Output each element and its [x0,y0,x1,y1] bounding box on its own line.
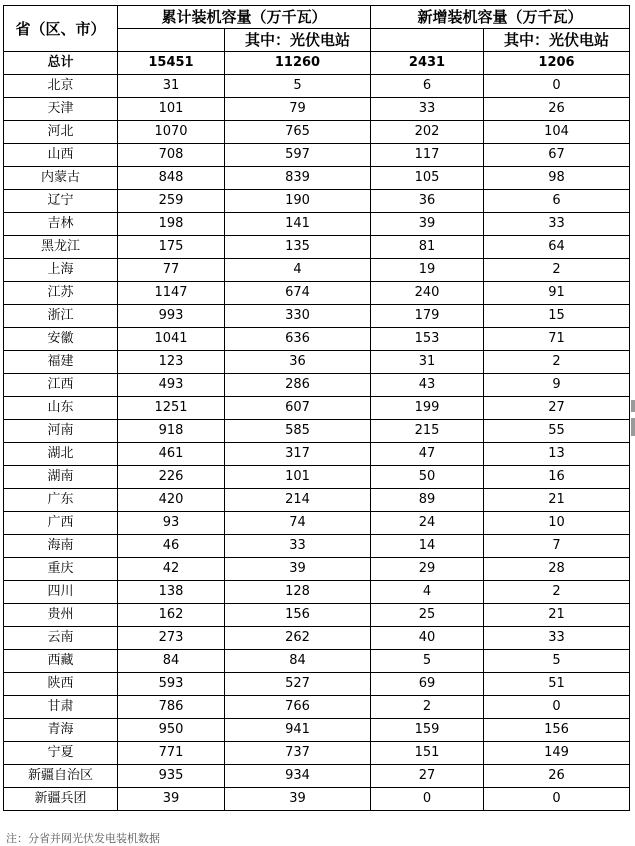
table-row [4,673,630,696]
table-row [4,627,630,650]
province-name: 浙江 [4,305,118,328]
cumulative-value: 848 [118,167,225,190]
added-value: 5 [371,650,484,673]
header-row-1 [4,6,630,29]
cumulative-pv-value: 128 [225,581,371,604]
added-blank-subheader [371,29,484,52]
added-value: 43 [371,374,484,397]
added-value: 215 [371,420,484,443]
added-value: 39 [371,213,484,236]
province-name: 辽宁 [4,190,118,213]
cumulative-value: 273 [118,627,225,650]
table-row [4,305,630,328]
province-name: 广东 [4,489,118,512]
table-row [4,98,630,121]
added-value: 179 [371,305,484,328]
added-value: 199 [371,397,484,420]
added-pv-value: 156 [484,719,630,742]
cumulative-value: 123 [118,351,225,374]
cumulative-value: 138 [118,581,225,604]
added-value: 19 [371,259,484,282]
added-value: 50 [371,466,484,489]
added-pv-value: 26 [484,765,630,788]
table-row [4,650,630,673]
table-row [4,374,630,397]
added-value: 40 [371,627,484,650]
added-value: 69 [371,673,484,696]
cumulative-value: 593 [118,673,225,696]
added-pv-value: 67 [484,144,630,167]
added-value: 202 [371,121,484,144]
cumulative-blank-subheader [118,29,225,52]
cumulative-value: 31 [118,75,225,98]
table-row [4,259,630,282]
added-pv-subheader: 其中：光伏电站 [484,29,630,52]
cumulative-pv-value: 766 [225,696,371,719]
added-value: 240 [371,282,484,305]
cumulative-pv-value: 33 [225,535,371,558]
added-pv-value: 55 [484,420,630,443]
cumulative-pv-value: 4 [225,259,371,282]
province-name: 重庆 [4,558,118,581]
added-value: 153 [371,328,484,351]
added-pv-value: 98 [484,167,630,190]
table-row [4,167,630,190]
cumulative-value: 935 [118,765,225,788]
added-value: 33 [371,98,484,121]
cumulative-header: 累计装机容量（万千瓦） [118,6,371,29]
province-name: 新疆兵团 [4,788,118,811]
cumulative-pv-value: 5 [225,75,371,98]
table-footnote: 注：分省并网光伏发电装机数据 [6,832,160,845]
table-body [4,6,630,811]
province-name: 新疆自治区 [4,765,118,788]
cumulative-value: 420 [118,489,225,512]
cumulative-pv-value: 190 [225,190,371,213]
table-row [4,489,630,512]
table-row [4,788,630,811]
cumulative-value: 46 [118,535,225,558]
table-row [4,443,630,466]
cumulative-value: 226 [118,466,225,489]
cumulative-value: 1251 [118,397,225,420]
cumulative-pv-value: 737 [225,742,371,765]
added-value: 105 [371,167,484,190]
province-name: 内蒙古 [4,167,118,190]
table-row [4,765,630,788]
added-pv-value: 64 [484,236,630,259]
cumulative-pv-value: 765 [225,121,371,144]
total-added: 2431 [371,52,484,75]
cumulative-value: 771 [118,742,225,765]
cumulative-value: 198 [118,213,225,236]
cumulative-pv-value: 214 [225,489,371,512]
cumulative-value: 1041 [118,328,225,351]
cumulative-value: 1070 [118,121,225,144]
added-pv-value: 71 [484,328,630,351]
cumulative-value: 162 [118,604,225,627]
province-name: 贵州 [4,604,118,627]
added-value: 4 [371,581,484,604]
added-pv-value: 10 [484,512,630,535]
added-value: 29 [371,558,484,581]
cumulative-value: 786 [118,696,225,719]
cumulative-pv-value: 39 [225,558,371,581]
added-pv-value: 16 [484,466,630,489]
table-row [4,236,630,259]
cumulative-pv-subheader: 其中：光伏电站 [225,29,371,52]
table-row [4,719,630,742]
table-row [4,144,630,167]
table-row [4,535,630,558]
cumulative-pv-value: 156 [225,604,371,627]
table-row [4,581,630,604]
province-name: 四川 [4,581,118,604]
cumulative-value: 950 [118,719,225,742]
province-name: 云南 [4,627,118,650]
table-row [4,466,630,489]
added-value: 24 [371,512,484,535]
cumulative-value: 708 [118,144,225,167]
table-row [4,351,630,374]
cumulative-pv-value: 585 [225,420,371,443]
cumulative-value: 101 [118,98,225,121]
added-pv-value: 91 [484,282,630,305]
cumulative-pv-value: 674 [225,282,371,305]
cumulative-pv-value: 262 [225,627,371,650]
added-value: 159 [371,719,484,742]
province-name: 宁夏 [4,742,118,765]
cumulative-value: 175 [118,236,225,259]
cumulative-value: 493 [118,374,225,397]
province-name: 江西 [4,374,118,397]
added-pv-value: 104 [484,121,630,144]
added-pv-value: 21 [484,604,630,627]
cumulative-value: 42 [118,558,225,581]
added-pv-value: 2 [484,259,630,282]
province-name: 山西 [4,144,118,167]
province-name: 西藏 [4,650,118,673]
cumulative-pv-value: 330 [225,305,371,328]
cumulative-value: 39 [118,788,225,811]
table-row [4,512,630,535]
added-value: 89 [371,489,484,512]
added-value: 47 [371,443,484,466]
added-pv-value: 33 [484,627,630,650]
added-pv-value: 26 [484,98,630,121]
table-row [4,604,630,627]
cumulative-pv-value: 941 [225,719,371,742]
scroll-tick-marker [631,418,635,436]
added-pv-value: 51 [484,673,630,696]
total-label: 总计 [4,52,118,75]
cumulative-pv-value: 527 [225,673,371,696]
cumulative-pv-value: 597 [225,144,371,167]
added-value: 14 [371,535,484,558]
added-pv-value: 21 [484,489,630,512]
cumulative-value: 993 [118,305,225,328]
added-pv-value: 2 [484,351,630,374]
total-added-pv: 1206 [484,52,630,75]
cumulative-pv-value: 839 [225,167,371,190]
province-name: 天津 [4,98,118,121]
province-header: 省（区、市） [4,6,118,52]
table-row [4,75,630,98]
added-pv-value: 2 [484,581,630,604]
province-name: 福建 [4,351,118,374]
pv-capacity-table [3,5,630,811]
table-row [4,328,630,351]
total-row [4,52,630,75]
province-name: 北京 [4,75,118,98]
added-value: 31 [371,351,484,374]
table-row [4,696,630,719]
added-pv-value: 0 [484,75,630,98]
added-pv-value: 15 [484,305,630,328]
table-row [4,190,630,213]
total-cumulative-pv: 11260 [225,52,371,75]
added-pv-value: 7 [484,535,630,558]
total-cumulative: 15451 [118,52,225,75]
province-name: 青海 [4,719,118,742]
cumulative-value: 93 [118,512,225,535]
added-value: 27 [371,765,484,788]
added-pv-value: 28 [484,558,630,581]
added-value: 0 [371,788,484,811]
table-row [4,558,630,581]
cumulative-pv-value: 286 [225,374,371,397]
cumulative-pv-value: 934 [225,765,371,788]
province-name: 广西 [4,512,118,535]
cumulative-pv-value: 84 [225,650,371,673]
added-value: 81 [371,236,484,259]
cumulative-value: 259 [118,190,225,213]
province-name: 河北 [4,121,118,144]
scroll-tick-marker [631,400,635,412]
added-pv-value: 0 [484,788,630,811]
province-name: 陕西 [4,673,118,696]
cumulative-pv-value: 141 [225,213,371,236]
added-value: 25 [371,604,484,627]
added-value: 117 [371,144,484,167]
added-header: 新增装机容量（万千瓦） [371,6,630,29]
province-name: 江苏 [4,282,118,305]
cumulative-pv-value: 317 [225,443,371,466]
added-value: 36 [371,190,484,213]
cumulative-pv-value: 79 [225,98,371,121]
cumulative-pv-value: 607 [225,397,371,420]
province-name: 甘肃 [4,696,118,719]
province-name: 安徽 [4,328,118,351]
added-value: 6 [371,75,484,98]
province-name: 湖南 [4,466,118,489]
added-pv-value: 33 [484,213,630,236]
added-pv-value: 13 [484,443,630,466]
table-row [4,420,630,443]
cumulative-pv-value: 101 [225,466,371,489]
table-row [4,397,630,420]
province-name: 上海 [4,259,118,282]
added-pv-value: 6 [484,190,630,213]
table-row [4,742,630,765]
province-name: 海南 [4,535,118,558]
added-pv-value: 149 [484,742,630,765]
added-pv-value: 9 [484,374,630,397]
cumulative-pv-value: 636 [225,328,371,351]
province-name: 湖北 [4,443,118,466]
province-name: 山东 [4,397,118,420]
province-name: 河南 [4,420,118,443]
table-row [4,213,630,236]
province-name: 吉林 [4,213,118,236]
province-name: 黑龙江 [4,236,118,259]
cumulative-value: 84 [118,650,225,673]
added-pv-value: 5 [484,650,630,673]
added-value: 151 [371,742,484,765]
added-value: 2 [371,696,484,719]
cumulative-value: 461 [118,443,225,466]
cumulative-value: 1147 [118,282,225,305]
added-pv-value: 0 [484,696,630,719]
cumulative-pv-value: 36 [225,351,371,374]
cumulative-value: 918 [118,420,225,443]
cumulative-pv-value: 74 [225,512,371,535]
cumulative-pv-value: 135 [225,236,371,259]
cumulative-pv-value: 39 [225,788,371,811]
added-pv-value: 27 [484,397,630,420]
table-row [4,121,630,144]
cumulative-value: 77 [118,259,225,282]
table-row [4,282,630,305]
